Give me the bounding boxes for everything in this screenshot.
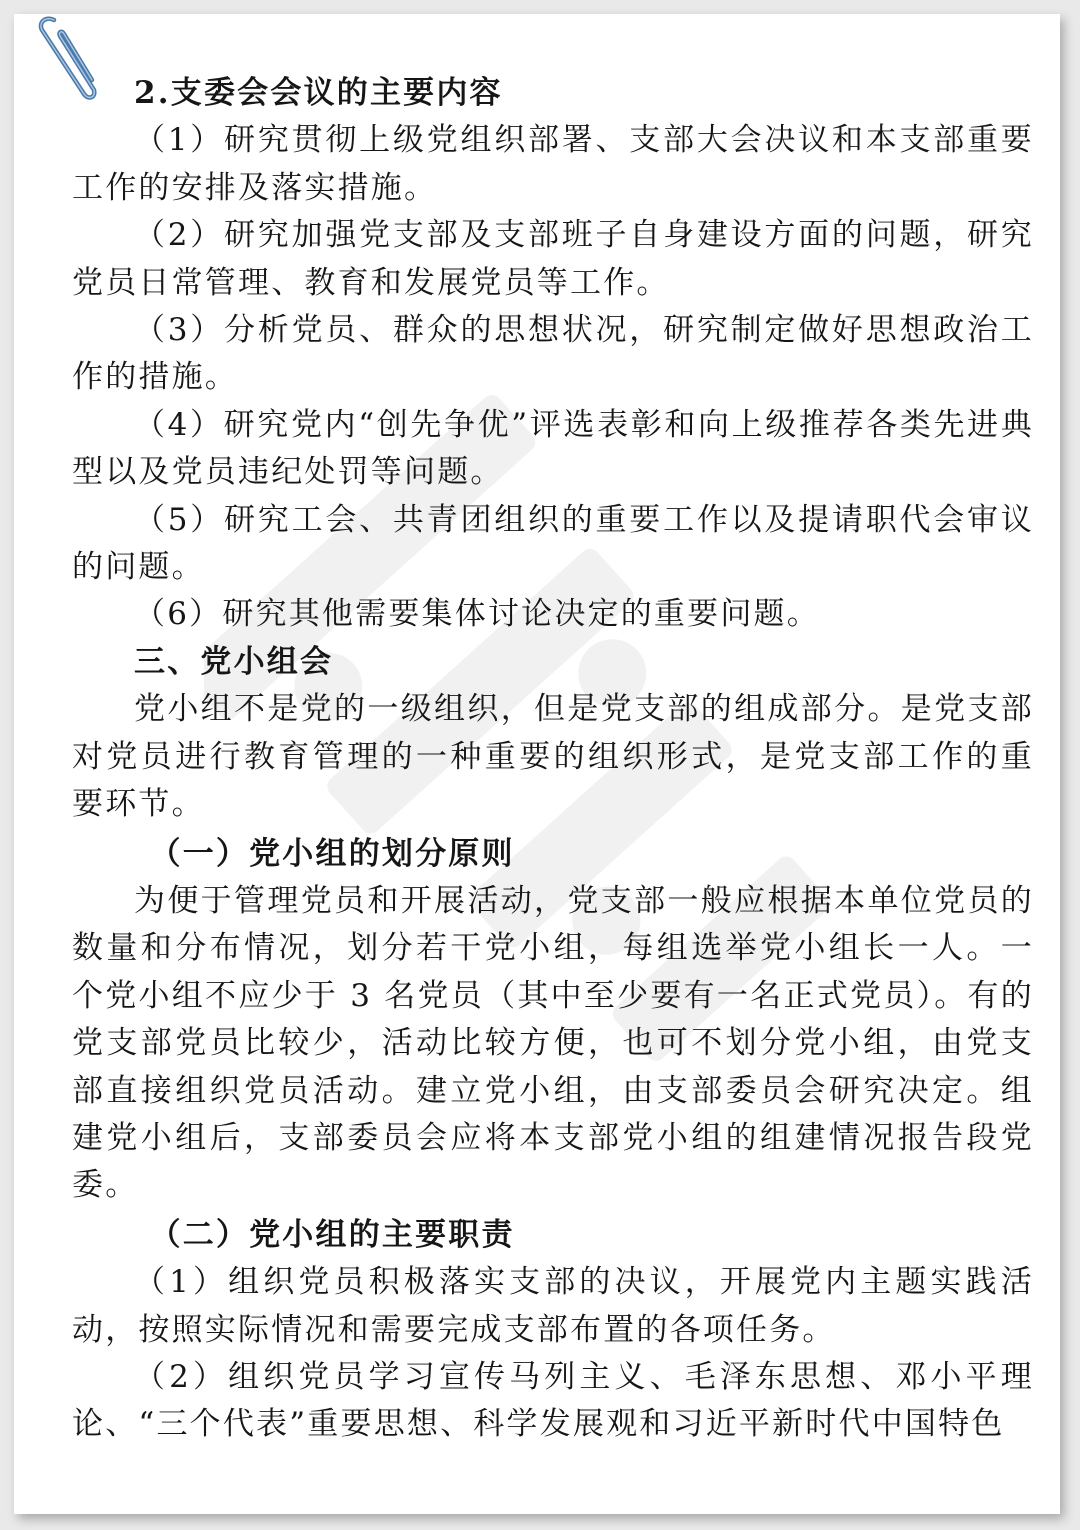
paragraph-duty-1: （1）组织党员积极落实支部的决议，开展党内主题实践活动，按照实际情况和需要完成支部布置的各项任务。	[72, 1264, 1034, 1348]
document-page	[14, 14, 1060, 1514]
paragraph-division-principles: 为便于管理党员和开展活动，党支部一般应根据本单位党员的数量和分布情况，划分若干党小组，每组选举党小组长一人。一个党小组不应少于 3 名党员（其中至少要有一名正式党员）。有的党支部党员比较少，活动比较方便，也可不划分党小组，由党支部直接组织党员活动。建立党小组，由支部委员会研究决定。组建党小组后，支部委员会应将本支部党小组的组建情况报告段党委。	[72, 882, 1034, 1204]
document-body	[72, 70, 1034, 1449]
paragraph-item-3: （3）分析党员、群众的思想状况，研究制定做好思想政治工作的措施。	[72, 312, 1034, 396]
section-heading-party-group-meeting: 三、党小组会	[134, 643, 334, 680]
paragraph-item-5: （5）研究工会、共青团组织的重要工作以及提请职代会审议的问题。	[72, 501, 1034, 586]
paragraph-party-group-intro: 党小组不是党的一级组织，但是党支部的组成部分。是党支部对党员进行教育管理的一种重要的组织形式，是党支部工作的重要环节。	[72, 691, 1034, 823]
section-heading-branch-meeting-content: 2.支委会会议的主要内容	[134, 75, 503, 111]
subsection-heading-division-principles: （一）党小组的划分原则	[149, 835, 515, 872]
paragraph-item-1: （1）研究贯彻上级党组织部署、支部大会决议和本支部重要工作的安排及落实措施。	[72, 122, 1034, 206]
subsection-heading-main-duties: （二）党小组的主要职责	[149, 1216, 515, 1253]
paragraph-item-2: （2）研究加强党支部及支部班子自身建设方面的问题，研究党员日常管理、教育和发展党员等工作。	[72, 217, 1034, 301]
paragraph-item-4: （4）研究党内“创先争优”评选表彰和向上级推荐各类先进典型以及党员违纪处罚等问题。	[72, 406, 1034, 491]
paragraph-item-6: （6）研究其他需要集体讨论决定的重要问题。	[134, 596, 820, 633]
paperclip-icon	[36, 14, 106, 104]
paragraph-duty-2: （2）组织党员学习宣传马列主义、毛泽东思想、邓小平理论、“三个代表”重要思想、科学发展观和习近平新时代中国特色	[72, 1358, 1034, 1443]
